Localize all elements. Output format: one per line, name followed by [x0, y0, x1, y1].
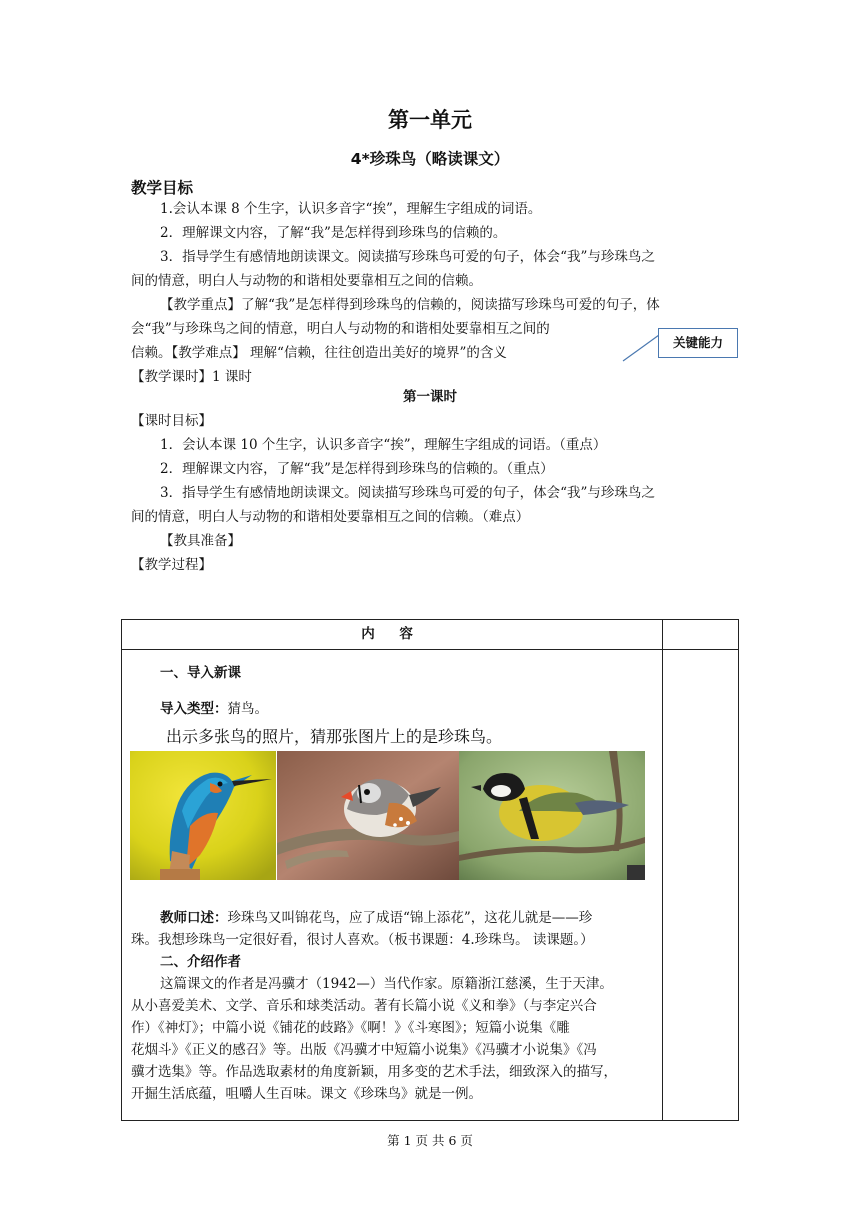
process-label: 【教学过程】: [131, 557, 212, 573]
period-heading: 第一课时: [403, 389, 457, 405]
author-line-2: 从小喜爱美术、文学、音乐和球类活动。著有长篇小说《义和拳》（与李定兴合: [131, 998, 597, 1014]
content-header: 内 容: [122, 620, 663, 650]
key-ability-callout: 关键能力: [658, 328, 738, 358]
author-line-3: 作）《神灯》；中篇小说《铺花的歧路》《啊！》《斗寒图》；短篇小说集《雕: [131, 1020, 570, 1036]
author-line-1: 这篇课文的作者是冯骥才（1942—）当代作家。原籍浙江慈溪，生于天津。: [160, 976, 613, 992]
period-goals-label: 【课时目标】: [131, 413, 212, 429]
goal-item-3-cont: 间的情意，明白人与动物的和谐相处要靠相互之间的信赖。: [131, 273, 482, 289]
goal-item-2: 2．理解课文内容，了解“我”是怎样得到珍珠鸟的信赖的。: [160, 225, 507, 241]
intro-type-value: 猜鸟。: [227, 701, 268, 717]
period-goal-3: 3．指导学生有感情地朗读课文。阅读描写珍珠鸟可爱的句子，体会“我”与珍珠鸟之: [160, 485, 655, 501]
author-line-4: 花烟斗》《正义的感召》等。出版《冯骥才中短篇小说集》《冯骥才小说集》《冯: [131, 1042, 597, 1058]
key-points-line-1: 【教学重点】了解“我”是怎样得到珍珠鸟的信赖的，阅读描写珍珠鸟可爱的句子，体: [160, 297, 660, 313]
goal-item-3: 3．指导学生有感情地朗读课文。阅读描写珍珠鸟可爱的句子，体会“我”与珍珠鸟之: [160, 249, 655, 265]
period-goal-3-cont: 间的情意，明白人与动物的和谐相处要靠相互之间的信赖。（难点）: [131, 509, 530, 525]
zebra-finch-image: [277, 751, 459, 880]
period-goal-1: 1．会认本课 10 个生字，认识多音字“挨”，理解生字组成的词语。（重点）: [160, 437, 607, 453]
lesson-hours: 【教学课时】1 课时: [131, 369, 252, 385]
goals-heading: 教学目标: [131, 179, 194, 197]
header-side-cell: [663, 620, 739, 650]
lesson-title: 4*珍珠鸟（略读课文）: [350, 150, 510, 168]
author-line-5: 骥才选集》等。作品选取素材的角度新颖，用多变的艺术手法，细致深入的描写，: [131, 1064, 617, 1080]
period-goal-2: 2．理解课文内容，了解“我”是怎样得到珍珠鸟的信赖的。（重点）: [160, 461, 554, 477]
author-line-6: 开掘生活底蕴，咀嚼人生百味。课文《珍珠鸟》就是一例。: [131, 1086, 482, 1102]
page-footer: 第 1 页 共 6 页: [387, 1133, 473, 1148]
intro-type: [160, 697, 268, 721]
intro-type-label: 导入类型：: [160, 701, 228, 717]
key-points-line-2: 会“我”与珍珠鸟之间的情意，明白人与动物的和谐相处要靠相互之间的: [131, 321, 550, 337]
callout-pointer-line: [622, 334, 662, 362]
goal-item-1: 1.会认本课 8 个生字，认识多音字“挨”，理解生字组成的词语。: [160, 201, 542, 217]
unit-title: 第一单元: [388, 108, 472, 132]
kingfisher-image: [130, 751, 276, 880]
teacher-label: 教师口述：: [160, 910, 228, 926]
teacher-text-1: 珍珠鸟又叫锦花鸟，应了成语“锦上添花”，这花儿就是——珍: [227, 910, 593, 926]
side-cell: [663, 650, 739, 1121]
section-2-title: 二、介绍作者: [160, 954, 241, 970]
teacher-line-1: [160, 907, 592, 929]
key-points-line-3: 信赖。【教学难点】 理解“信赖，往往创造出美好的境界”的含义: [131, 345, 507, 361]
tools-label: 【教具准备】: [160, 533, 241, 549]
teacher-line-2: 珠。我想珍珠鸟一定很好看，很讨人喜欢。（板书课题：4.珍珠鸟。 读课题。）: [131, 932, 594, 948]
section-1-title: 一、导入新课: [160, 665, 241, 681]
great-tit-image: [459, 751, 645, 880]
intro-instruction: 出示多张鸟的照片，猜那张图片上的是珍珠鸟。: [166, 727, 503, 746]
